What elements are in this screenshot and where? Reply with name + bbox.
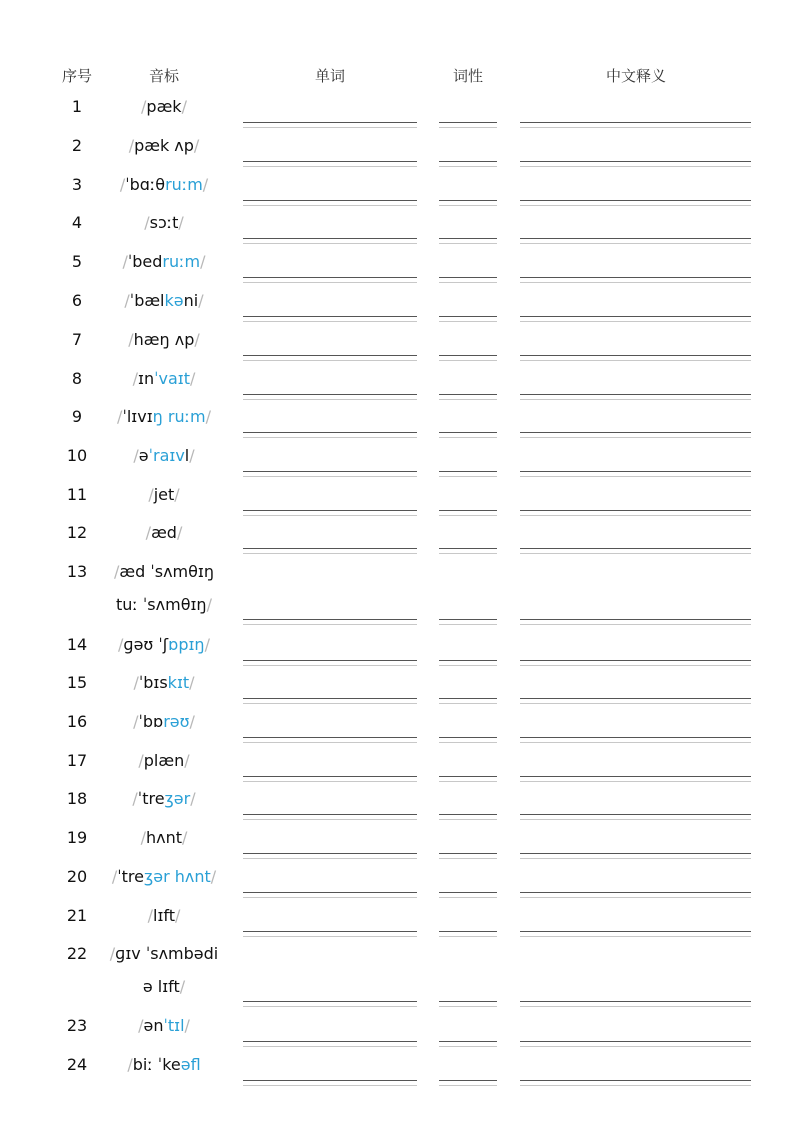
pos-blank[interactable] [439,316,497,322]
header-meaning: 中文释义 [605,67,667,85]
phonetic [133,446,194,466]
phonetic [127,1055,200,1075]
slash-open: / [148,485,154,504]
slash-close: / [206,595,212,614]
pos-blank[interactable] [439,238,497,244]
phonetic-segment: ˈbɑːθ [125,175,166,194]
slash-open: / [132,789,138,808]
pos-blank[interactable] [439,698,497,704]
slash-open: / [132,369,139,388]
header-phonetic: 音标 [148,67,180,85]
phonetic [124,291,203,311]
phonetic [138,751,189,771]
slash-open: / [138,751,144,770]
meaning-blank[interactable] [520,619,751,625]
slash-open: / [133,712,139,731]
phonetic-segment: ˈlɪvɪ [122,407,153,426]
phonetic [133,673,194,693]
phonetic-segment: ʒər hʌnt [143,867,211,886]
slash-close: / [175,906,181,925]
pos-blank[interactable] [439,1041,497,1047]
pos-blank[interactable] [439,161,497,167]
phonetic-segment: pæk ʌp [134,136,194,155]
slash-close: / [176,523,183,542]
word-blank[interactable] [243,1080,417,1086]
pos-blank[interactable] [439,200,497,206]
pos-blank[interactable] [439,737,497,743]
meaning-blank[interactable] [520,471,751,477]
header-num: 序号 [61,67,93,85]
slash-close: / [181,97,187,116]
phonetic-segment: ˈbɒ [138,712,164,731]
meaning-blank[interactable] [520,122,751,128]
phonetic [148,906,181,926]
slash-close: / [189,369,196,388]
slash-close: / [178,213,184,232]
phonetic-segment: sɔːt [149,213,179,232]
phonetic [133,369,196,389]
phonetic-line2 [143,977,185,997]
slash-open: / [113,562,120,581]
meaning-blank[interactable] [520,316,751,322]
pos-blank[interactable] [439,432,497,438]
phonetic [141,97,187,117]
slash-open: / [145,523,152,542]
phonetic [138,1016,190,1036]
phonetic [113,562,215,614]
row-number: 17 [66,751,88,770]
phonetic-line2 [116,595,212,615]
phonetic-segment: kə [164,291,184,310]
slash-close: / [200,252,206,271]
row-number: 7 [71,330,83,349]
phonetic-segment: biː ˈke [132,1055,181,1074]
phonetic [146,523,183,543]
pos-blank[interactable] [439,471,497,477]
slash-close: / [198,291,204,310]
slash-open: / [122,252,128,271]
header-word: 单词 [314,67,346,85]
phonetic-segment: jet [153,485,175,504]
meaning-blank[interactable] [520,853,751,859]
meaning-blank[interactable] [520,548,751,554]
phonetic-segment: ɪn [138,369,155,388]
pos-blank[interactable] [439,776,497,782]
row-number: 19 [66,828,88,847]
meaning-blank[interactable] [520,510,751,516]
row-number: 10 [66,446,88,465]
slash-open: / [138,1016,144,1035]
slash-close: / [204,635,210,654]
phonetic-segment: ˈtɪl [163,1016,185,1035]
row-number: 11 [66,485,88,504]
word-blank[interactable] [243,394,417,400]
pos-blank[interactable] [439,277,497,283]
slash-close: / [174,485,180,504]
word-blank[interactable] [243,619,417,625]
meaning-blank[interactable] [520,394,751,400]
phonetic [122,252,205,272]
row-number: 21 [66,906,88,925]
slash-open: / [128,330,134,349]
phonetic-segment: ˈbed [127,252,163,271]
row-number: 3 [71,175,83,194]
row-number: 12 [66,523,88,542]
pos-blank[interactable] [439,892,497,898]
slash-close: / [193,136,200,155]
word-blank[interactable] [243,238,417,244]
phonetic-segment: plæn [143,751,185,770]
word-blank[interactable] [243,776,417,782]
word-blank[interactable] [243,316,417,322]
row-number: 15 [66,673,88,692]
slash-open: / [133,673,139,692]
phonetic [132,789,195,809]
meaning-blank[interactable] [520,161,751,167]
slash-close: / [184,751,190,770]
slash-open: / [147,906,153,925]
slash-open: / [141,97,147,116]
phonetic-segment: rəʊ [163,712,190,731]
phonetic [128,330,199,350]
row-number: 23 [66,1016,88,1035]
phonetic [117,407,211,427]
slash-open: / [111,867,118,886]
phonetic-segment: ˈbæl [129,291,165,310]
pos-blank[interactable] [439,814,497,820]
row-number: 2 [71,136,83,155]
slash-close: / [202,175,209,194]
word-blank[interactable] [243,471,417,477]
phonetic-segment: ˈbɪs [138,673,168,692]
meaning-blank[interactable] [520,1080,751,1086]
phonetic-segment: kɪt [167,673,190,692]
phonetic-segment: ən [143,1016,164,1035]
slash-close: / [189,712,195,731]
slash-close: / [189,673,195,692]
meaning-blank[interactable] [520,355,751,361]
meaning-blank[interactable] [520,1001,751,1007]
slash-close: / [182,828,188,847]
phonetic-segment: ˈtre [117,867,144,886]
phonetic-segment: pæk [146,97,182,116]
row-number: 6 [71,291,83,310]
meaning-blank[interactable] [520,737,751,743]
phonetic-segment: ˈvaɪt [154,369,190,388]
slash-close: / [189,446,195,465]
phonetic [129,136,200,156]
word-blank[interactable] [243,200,417,206]
word-blank[interactable] [243,1041,417,1047]
slash-open: / [117,407,123,426]
row-number: 9 [71,407,83,426]
slash-close: / [210,867,217,886]
word-blank[interactable] [243,1001,417,1007]
slash-close: / [179,977,186,996]
phonetic-segment: ə lɪft [142,977,180,996]
pos-blank[interactable] [439,660,497,666]
phonetic-segment: ni [183,291,199,310]
phonetic-segment: ʒər [164,789,191,808]
slash-open: / [124,291,130,310]
row-number: 5 [71,252,83,271]
word-blank[interactable] [243,737,417,743]
word-blank[interactable] [243,660,417,666]
phonetic [120,175,208,195]
phonetic-segment: ruːm [165,175,203,194]
slash-open: / [118,635,124,654]
phonetic-segment: əfl [180,1055,201,1074]
slash-close: / [205,407,211,426]
meaning-blank[interactable] [520,432,751,438]
slash-close: / [184,1016,190,1035]
phonetic-segment: ruːm [162,252,201,271]
word-blank[interactable] [243,161,417,167]
phonetic [109,944,219,996]
pos-blank[interactable] [439,122,497,128]
phonetic [141,828,188,848]
phonetic-segment: l [184,446,190,465]
meaning-blank[interactable] [520,1041,751,1047]
meaning-blank[interactable] [520,238,751,244]
pos-blank[interactable] [439,548,497,554]
phonetic [144,213,184,233]
slash-open: / [128,136,135,155]
meaning-blank[interactable] [520,931,751,937]
phonetic-segment: ŋ ruːm [152,407,206,426]
pos-blank[interactable] [439,1001,497,1007]
phonetic-segment: ˈraɪv [148,446,185,465]
row-number: 22 [66,944,88,963]
word-blank[interactable] [243,510,417,516]
table-header [0,65,800,89]
row-number: 14 [66,635,88,654]
phonetic-segment: tuː ˈsʌmθɪŋ [116,595,207,614]
slash-close: / [194,330,200,349]
slash-open: / [109,944,116,963]
word-blank[interactable] [243,122,417,128]
slash-open: / [144,213,150,232]
word-blank[interactable] [243,548,417,554]
meaning-blank[interactable] [520,892,751,898]
word-blank[interactable] [243,355,417,361]
phonetic-segment: ɒpɪŋ [168,635,205,654]
meaning-blank[interactable] [520,698,751,704]
row-number: 1 [71,97,83,116]
pos-blank[interactable] [439,355,497,361]
pos-blank[interactable] [439,510,497,516]
slash-open: / [127,1055,133,1074]
row-number: 13 [66,562,88,581]
phonetic-segment: hʌnt [145,828,183,847]
word-blank[interactable] [243,853,417,859]
slash-open: / [140,828,146,847]
pos-blank[interactable] [439,931,497,937]
slash-close: / [190,789,196,808]
row-number: 24 [66,1055,88,1074]
phonetic [118,635,210,655]
pos-blank[interactable] [439,853,497,859]
word-blank[interactable] [243,814,417,820]
slash-open: / [119,175,126,194]
row-number: 20 [66,867,88,886]
meaning-blank[interactable] [520,200,751,206]
phonetic-segment: ˈtre [137,789,165,808]
slash-open: / [133,446,139,465]
word-blank[interactable] [243,931,417,937]
row-number: 4 [71,213,83,232]
phonetic-segment: lɪft [152,906,176,925]
pos-blank[interactable] [439,619,497,625]
meaning-blank[interactable] [520,660,751,666]
phonetic-segment: hæŋ ʌp [133,330,195,349]
phonetic [148,485,179,505]
pos-blank[interactable] [439,394,497,400]
phonetic-segment: ɡəʊ ˈʃ [123,635,169,654]
row-number: 8 [71,369,83,388]
word-blank[interactable] [243,432,417,438]
meaning-blank[interactable] [520,814,751,820]
header-pos: 词性 [452,67,484,85]
phonetic [133,712,195,732]
row-number: 16 [66,712,88,731]
row-number: 18 [66,789,88,808]
phonetic [112,867,216,887]
pos-blank[interactable] [439,1080,497,1086]
word-blank[interactable] [243,892,417,898]
word-blank[interactable] [243,698,417,704]
phonetic-segment: æd [151,523,177,542]
word-blank[interactable] [243,277,417,283]
meaning-blank[interactable] [520,776,751,782]
meaning-blank[interactable] [520,277,751,283]
phonetic-segment: ə [138,446,149,465]
phonetic-segment: æd ˈsʌmθɪŋ [119,562,215,581]
phonetic-segment: ɡɪv ˈsʌmbədi [115,944,219,963]
